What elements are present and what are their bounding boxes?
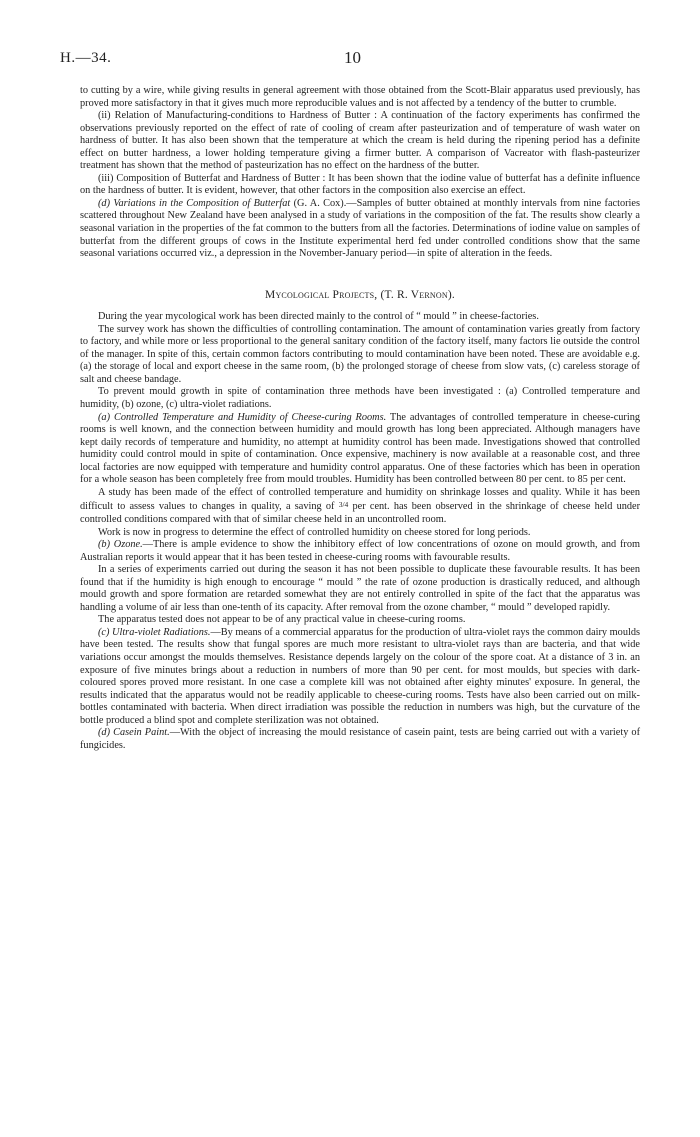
- ultra-violet-text: —By means of a commercial apparatus for the production of ultra-violet rays the common dairy moulds have been tested. The results show that fungal spores are much more resistant to ultra-violet rays than are bacteria, and that wide variations occur amongst the moulds themselves. Resistance depends largely on the colour of the spore coat. At a distance of 3 in. an exposure of five minutes brings about a reduction in numbers of more than 90 per cent. for most moulds, but species with dark-coloured spores proved more resistant. In one case a complete kill was not obtained after eighty minutes' exposure. In general, the results indicated that the apparatus would not be readily applicable to cheese-curing rooms. Tests have also been carried out on milk-bottles contaminated with bacteria. When direct irradiation was possible the reduction in numbers was high, but the curvature of the bottle produced a blind spot and complete sterilization was not obtained.: [80, 626, 640, 726]
- section-heading-mycological-projects: Mycological Projects, (T. R. Vernon).: [265, 288, 455, 301]
- work-in-progress-paragraph: Work is now in progress to determine the effect of controlled humidity on cheese stored for long periods.: [98, 526, 531, 538]
- controlled-humidity-text: The advantages of controlled temperature in cheese-curing rooms is well known, and the connection between humidity and mould growth has long been appreciated. Although managers have kept daily records of temperature and humidity, no attempt at humidity control has been made. Investigations showed that controlled humidity could control mould in spite of contamination. Once expensive, machinery is now available at a reasonable cost, and three local factories are now equipped with temperature and humidity control apparatus. One of these factories which has been in operation for a whole season has been completely free from mould troubles. Humidity has been controlled between 80 per cent. to 85 per cent.: [80, 411, 640, 486]
- ultra-violet-paragraph: [80, 627, 640, 727]
- dairy-paragraph-continuation: to cutting by a wire, while giving results in general agreement with those obtained from the Scott-Blair apparatus used previously, has proved more satisfactory in that it gives much more reproducible values and is not affected by a tendency of the butter to crumble.: [80, 85, 640, 109]
- prevention-methods-paragraph: To prevent mould growth in spite of contamination three methods have been investigated : (a) Controlled temperature and humidity, (b) ozone, (c) ultra-violet radiations.: [80, 386, 640, 411]
- variations-text: (G. A. Cox).—Samples of butter obtained at monthly intervals from nine factories scattered throughout New Zealand have been analysed in a study of variations in the composition of the fat. The results show clearly a seasonal variation in the properties of the fat common to the butters from all the factories. Determinations of iodine value on samples of butterfat from the different groups of cows in the Institute experimental herd fed under controlled conditions show that the same seasonal variations occurred viz., a depression in the November-January period—in spite of alteration in the feeds.: [80, 197, 640, 260]
- shrinkage-fraction: 3/4: [338, 500, 349, 510]
- casein-paint-heading: (d) Casein Paint.: [98, 727, 170, 739]
- dairy-paragraph-manufacturing-conditions: (ii) Relation of Manufacturing-conditions to Hardness of Butter : A continuation of the factory experiments has confirmed the observations previously reported on the effect of rate of cooling of cream after pasteurization and of temperature of wash water on hardness of butter. It has also been shown that the temperature at which the cream is held during the ripening period has a definite effect on butter hardness, a lower holding temperature giving a firmer butter. A comparison of Vacreator with flash-pasteurizer treatment has shown that the method of pasteurization has no effect on the hardness of the butter.: [80, 110, 640, 172]
- survey-work-paragraph: The survey work has shown the difficulties of controlling contamination. The amount of contamination varies greatly from factory to factory, and while more or less proportional to the general sanitary condition of the factory itself, many factors lie outside the control of the manager. In spite of this, certain common factors contributing to mould contamination have been noted. These are avoidable e.g. (a) the storage of local and export cheese in the same room, (b) the prolonged storage of cheese from slow vats, (c) careless storage of salt and cheese bandage.: [80, 323, 640, 385]
- controlled-humidity-heading: (a) Controlled Temperature and Humidity of Cheese-curing Rooms.: [98, 411, 387, 423]
- shrinkage-paragraph: [80, 487, 640, 527]
- dairy-paragraph-butterfat-composition: (iii) Composition of Butterfat and Hardness of Butter : It has been shown that the iodine value of butterfat has a definite influence on the hardness of butter. It is evident, however, that other factors in the composition also exercise an effect.: [80, 172, 640, 197]
- ozone-text: —There is ample evidence to show the inhibitory effect of low concentrations of ozone on mould growth, and from Australian reports it would appear that it has been tested in cheese-curing rooms with favourable results.: [80, 539, 640, 563]
- shrinkage-text-start: A study has been made of the effect of controlled temperature and humidity on shrinkage losses and quality. While it has been difficult to assess values to changes in quality, a saving of: [80, 486, 640, 513]
- mycology-intro-paragraph: During the year mycological work has been directed mainly to the control of “ mould ” in cheese-factories.: [98, 311, 539, 323]
- ozone-paragraph: [80, 539, 640, 564]
- ozone-conclusion-paragraph: The apparatus tested does not appear to be of any practical value in cheese-curing rooms.: [98, 614, 466, 626]
- report-reference: H.—34.: [60, 50, 112, 66]
- casein-paint-text: —With the object of increasing the mould resistance of casein paint, tests are being carried out with a variety of fungicides.: [80, 727, 641, 751]
- controlled-humidity-paragraph: [80, 412, 640, 487]
- variations-heading: (d) Variations in the Composition of Butterfat: [98, 197, 291, 209]
- body-text: [80, 85, 640, 752]
- shrinkage-text-end: per cent. has been observed in the shrinkage of cheese held under controlled conditions compared with that of similar cheese held in an uncontrolled room.: [80, 501, 641, 525]
- ozone-experiments-paragraph: In a series of experiments carried out during the season it has not been possible to duplicate these favourable results. It has been found that if the humidity is high enough to encourage “ mould ” the rate of ozone production is drastically reduced, and although mould growth and spore formation are retarded somewhat they are not entirely controlled in spite of the fact that the apparatus was handling a volume of air less than one-tenth of its capacity. After removal from the ozone chamber, “ mould ” developed rapidly.: [80, 564, 640, 613]
- ozone-heading: (b) Ozone.: [98, 539, 143, 551]
- page-header: [60, 50, 656, 74]
- dairy-paragraph-variations: [80, 198, 640, 261]
- ultra-violet-heading: (c) Ultra-violet Radiations.: [98, 626, 211, 638]
- casein-paint-paragraph: [80, 727, 640, 752]
- page-number: 10: [344, 48, 361, 67]
